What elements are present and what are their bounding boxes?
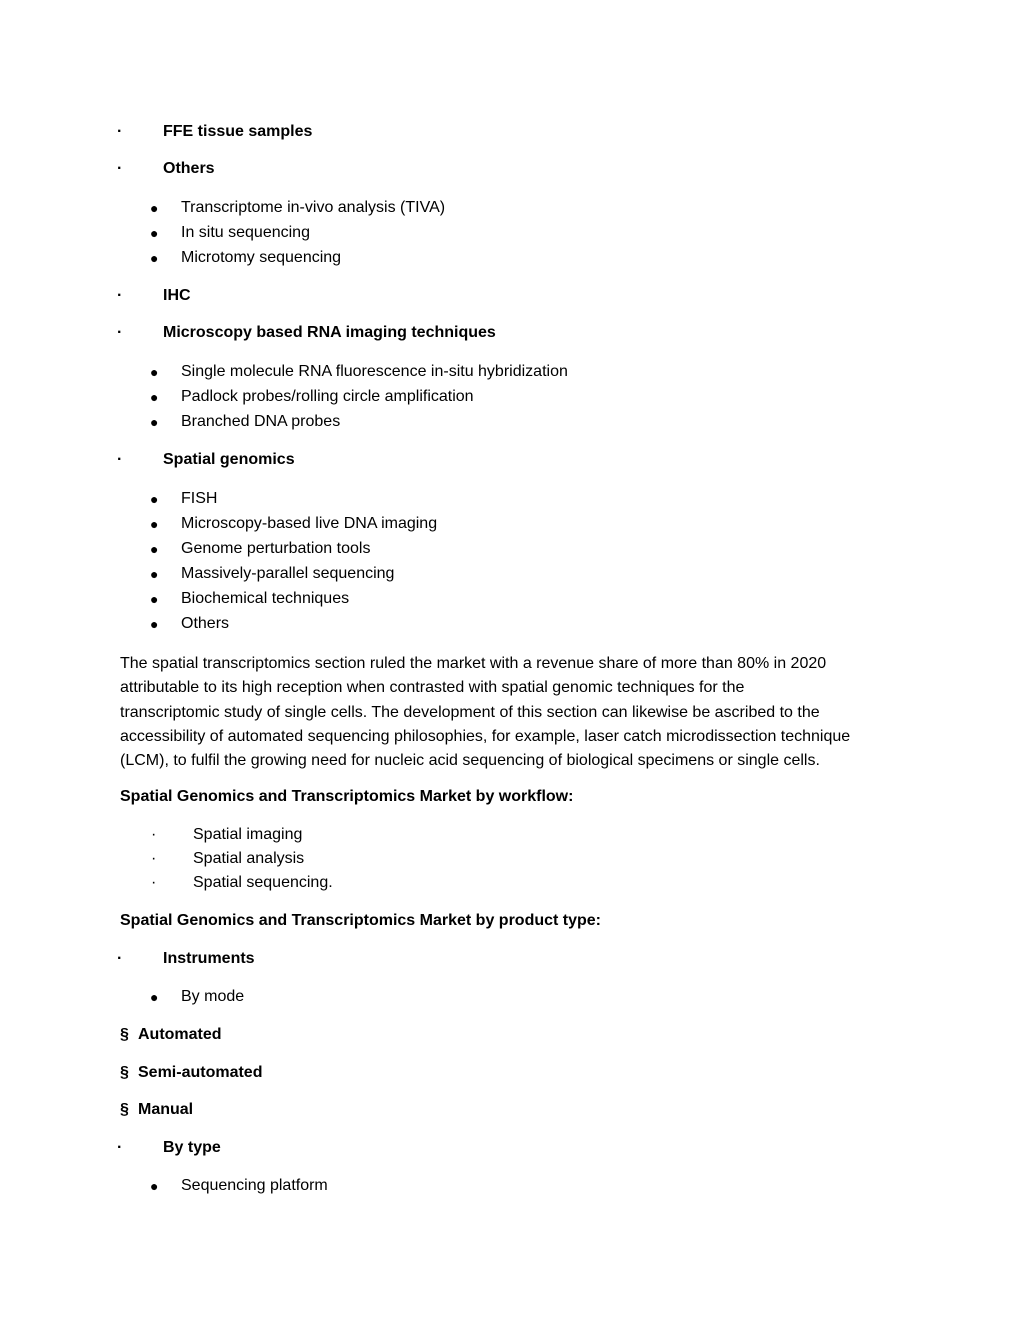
- list-item: Genome perturbation tools: [181, 540, 371, 557]
- section-marker: ·: [117, 1139, 123, 1156]
- bullet-icon: ●: [150, 250, 159, 266]
- workflow-item: Spatial sequencing.: [193, 874, 333, 891]
- list-item: By mode: [181, 988, 245, 1005]
- bullet-icon: ●: [150, 200, 159, 216]
- list-marker: ·: [151, 850, 157, 867]
- section-sign-icon: §: [120, 1064, 129, 1081]
- bullet-icon: ●: [150, 389, 159, 405]
- product-type-heading: Spatial Genomics and Transcriptomics Market by product type:: [120, 912, 602, 929]
- list-item: Single molecule RNA fluorescence in-situ hybridization: [181, 363, 568, 380]
- list-item: FISH: [181, 490, 218, 507]
- mode-semi-automated: Semi-automated: [138, 1064, 263, 1081]
- section-marker: ·: [117, 287, 123, 304]
- section-heading-others: Others: [163, 160, 215, 177]
- section-sign-icon: §: [120, 1026, 129, 1043]
- list-item: Microtomy sequencing: [181, 249, 342, 266]
- body-paragraph: [120, 652, 910, 773]
- section-sign-icon: §: [120, 1101, 129, 1118]
- bullet-icon: ●: [150, 414, 159, 430]
- workflow-item: Spatial analysis: [193, 850, 305, 867]
- list-marker: ·: [151, 826, 157, 843]
- section-heading-instruments: Instruments: [163, 950, 255, 967]
- bullet-icon: ●: [150, 516, 159, 532]
- bullet-icon: ●: [150, 225, 159, 241]
- list-item: Biochemical techniques: [181, 590, 350, 607]
- list-item: Branched DNA probes: [181, 413, 341, 430]
- section-heading-rna-imaging: Microscopy based RNA imaging techniques: [163, 324, 496, 341]
- section-marker: ·: [117, 123, 123, 140]
- section-heading-by-type: By type: [163, 1139, 221, 1156]
- list-item: Transcriptome in-vivo analysis (TIVA): [181, 199, 446, 216]
- paragraph-line: attributable to its high reception when contrasted with spatial genomic techniques for the: [120, 679, 745, 697]
- bullet-icon: ●: [150, 364, 159, 380]
- bullet-icon: ●: [150, 989, 159, 1005]
- paragraph-line: accessibility of automated sequencing philosophies, for example, laser catch microdissection technique: [120, 727, 851, 745]
- section-marker: ·: [117, 160, 123, 177]
- bullet-icon: ●: [150, 491, 159, 507]
- paragraph-line: (LCM), to fulfil the growing need for nucleic acid sequencing of biological specimens or single cells.: [120, 752, 820, 770]
- section-heading-spatial-genomics: Spatial genomics: [163, 451, 295, 468]
- list-item: Sequencing platform: [181, 1177, 328, 1194]
- bullet-icon: ●: [150, 566, 159, 582]
- bullet-icon: ●: [150, 616, 159, 632]
- paragraph-line: The spatial transcriptomics section ruled the market with a revenue share of more than 80% in 2020: [120, 655, 827, 672]
- list-item: Padlock probes/rolling circle amplification: [181, 388, 474, 405]
- section-heading-ihc: IHC: [163, 287, 191, 304]
- list-item: Others: [181, 615, 230, 632]
- list-item: In situ sequencing: [181, 224, 310, 241]
- section-heading-ffe: FFE tissue samples: [163, 123, 313, 140]
- section-marker: ·: [117, 324, 123, 341]
- section-marker: ·: [117, 451, 123, 468]
- section-marker: ·: [117, 950, 123, 967]
- mode-manual: Manual: [138, 1101, 194, 1118]
- bullet-icon: ●: [150, 591, 159, 607]
- list-item: Microscopy-based live DNA imaging: [181, 515, 438, 532]
- workflow-heading: Spatial Genomics and Transcriptomics Market by workflow:: [120, 788, 574, 805]
- list-marker: ·: [151, 874, 157, 891]
- list-item: Massively-parallel sequencing: [181, 565, 395, 582]
- workflow-item: Spatial imaging: [193, 826, 303, 843]
- paragraph-line: transcriptomic study of single cells. The development of this section can likewise be ascribed to the: [120, 703, 820, 721]
- bullet-icon: ●: [150, 1178, 159, 1194]
- bullet-icon: ●: [150, 541, 159, 557]
- mode-automated: Automated: [138, 1026, 222, 1043]
